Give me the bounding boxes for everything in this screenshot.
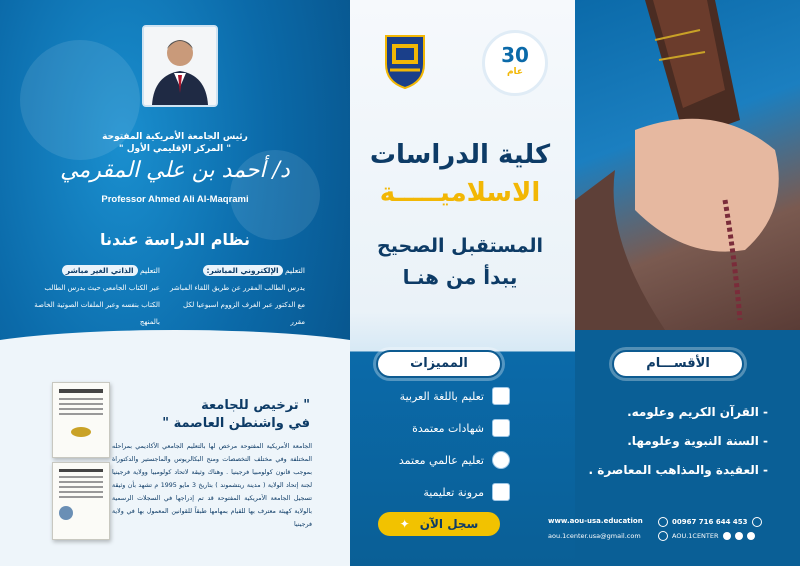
department-item: - القرآن الكريم وعلومه. — [627, 405, 768, 419]
study-self-label-prefix: التعليم — [140, 266, 160, 275]
person-icon — [144, 27, 216, 105]
feature-item: مرونة تعليمية — [423, 480, 510, 504]
website-link[interactable]: www.aou-usa.education — [548, 517, 643, 525]
feature-item: شهادات معتمدة — [412, 416, 510, 440]
study-self-text: عبر الكتاب الجامعي حيث يدرس الطالب الكتاب بنفسه وعبر الملفات الصوتية الخاصة بالمنهج — [34, 284, 160, 326]
certificate-icon — [492, 419, 510, 437]
license-certificate-2 — [52, 462, 110, 540]
license-certificate-1 — [52, 382, 110, 458]
crest-icon — [382, 30, 428, 90]
feature-item: تعليم باللغة العربية — [400, 384, 510, 408]
study-self-label — [30, 266, 160, 275]
college-title-line1: كلية الدراسات — [369, 140, 551, 170]
badge-number: 30 — [501, 43, 529, 67]
tagline-line2: يبدأ من هنـا — [402, 265, 518, 289]
badge-sub: عام — [506, 67, 524, 77]
study-e-label — [170, 266, 305, 275]
president-name-en: Professor Ahmed Ali Al-Maqrami — [101, 194, 249, 205]
president-signature: د/ أحمد بن علي المقرمي — [60, 158, 290, 183]
email-icon — [658, 531, 668, 541]
departments-title: الأقســـام — [646, 356, 710, 371]
email-link[interactable]: aou.1center.usa@gmail.com — [548, 532, 641, 540]
globe-icon — [492, 451, 510, 469]
president-title-line1: رئيس الجامعة الأمريكية المفتوحة — [102, 132, 248, 142]
twitter-icon[interactable] — [735, 532, 743, 540]
study-system-title: نظام الدراسة عندنا — [99, 230, 251, 249]
quran-hand-illustration — [575, 0, 800, 330]
register-label: سجل الآن — [419, 517, 479, 531]
license-title-line1: " ترخيص للجامعة — [201, 398, 310, 413]
features-list — [360, 384, 510, 504]
study-e-text: يدرس الطالب المقرر عن طريق اللقاء المباشر مع الدكتور عبر الغرف الزووم اسبوعيا لكل مقرر — [170, 284, 305, 326]
tagline-line1: المستقبل الصحيح — [377, 235, 543, 257]
college-crest-logo — [382, 30, 428, 90]
president-title-line2: " المركز الإقليمي الأول " — [118, 144, 232, 154]
register-button[interactable] — [378, 512, 500, 536]
language-icon — [492, 387, 510, 405]
study-e-label-highlight: الإلكتروني المباشر: — [203, 265, 283, 276]
departments-title-pill — [612, 350, 744, 378]
department-item: - العقيدة والمذاهب المعاصرة . — [588, 463, 768, 477]
youtube-icon[interactable] — [747, 532, 755, 540]
phone-number: 00967 716 644 453 — [672, 518, 748, 526]
departments-list — [588, 398, 768, 485]
study-self-label-highlight: الذاتي الغير مباشر — [62, 265, 138, 276]
anniversary-badge — [482, 30, 548, 96]
hand-holding-quran-photo — [575, 0, 800, 330]
left-curve — [0, 330, 350, 390]
features-title-pill — [376, 350, 502, 378]
book-icon — [492, 483, 510, 501]
feature-item: تعليم عالمي معتمد — [399, 448, 510, 472]
license-title-line2: في واشنطن العاصمة " — [162, 416, 310, 431]
college-title-line2: الاسلاميـــــة — [379, 178, 541, 208]
department-item: - السنة النبوية وعلومها. — [627, 434, 768, 448]
study-e-label-prefix: التعليم — [285, 266, 305, 275]
president-portrait — [142, 25, 218, 107]
social-handle: AOU.1CENTER — [672, 532, 719, 540]
facebook-icon[interactable] — [723, 532, 731, 540]
whatsapp-icon — [752, 517, 762, 527]
license-text: الجامعة الأمريكية المفتوحة مرخص لها بالتعليم الجامعي الأكاديمي بمراحله المختلفة وفي مختلف التخصصات ومنح البكالريوس والماجستير والدكتوراة بموجب قانون كولومبيا فرجينيا . وهناك وثيقة لاتحاد كولومبيا وولاية فرجينيا لجنة إتحاد الولاية ( مدينة ريتشموند ) بتاريخ 3 مايو 1995 م تشهد بأن وثيقة تسجيل الجامعة الأمريكية المفتوحة قد تم إدراجها في السجلات الرسمية بالولاية كهيئة معترف بها للقيام بمهامها طبقاً للقوانين المعمول بها في ولاية فرجينيا — [112, 443, 312, 528]
phone-icon — [658, 517, 668, 527]
features-title: المميزات — [410, 356, 468, 371]
decor-bubble — [20, 40, 140, 160]
contact-bar — [548, 517, 800, 549]
cursor-click-icon: ✦ — [399, 517, 410, 531]
